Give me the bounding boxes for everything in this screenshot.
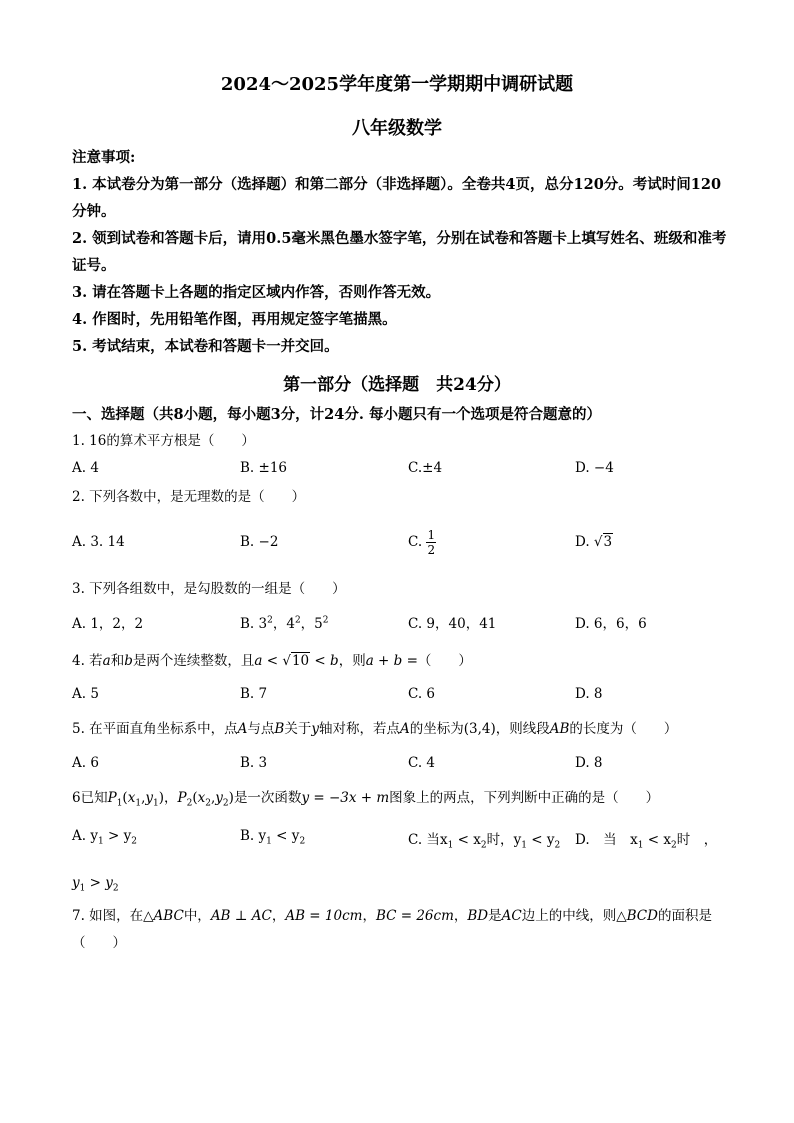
q2-option-b: B. −2: [240, 534, 279, 550]
q5-option-b: B. 3: [240, 755, 268, 771]
q3-option-c: C. 9，40，41: [408, 616, 497, 632]
part1-title: 第一部分（选择题 共24分）: [283, 375, 511, 395]
question-5-stem: 5. 在平面直角坐标系中，点A与点B关于y轴对称，若点A的坐标为(3,4)，则线段AB的长度为（ ）: [72, 721, 678, 737]
q2-option-d: D. √3: [575, 534, 613, 550]
q6-option-c: C. 当$x_1 < x_2$时，$y_1 < y_2$: [408, 832, 561, 851]
q4-option-c: C. 6: [408, 686, 436, 702]
q4-option-d: D. 8: [575, 686, 603, 702]
q6-option-a: A. $y_1 > y_2$: [72, 828, 137, 847]
q3-option-d: D. 6，6，6: [575, 616, 647, 632]
q2-option-a: A. 3. 14: [72, 534, 125, 550]
q1-option-a: A. 4: [72, 460, 99, 476]
q3-option-a: A. 1，2，2: [72, 616, 144, 632]
q5-option-d: D. 8: [575, 755, 603, 771]
q4-option-a: A. 5: [72, 686, 99, 702]
question-4-options: [72, 686, 732, 710]
q6-option-d: D. 当 $x_1 < x_2$时 ，: [575, 832, 718, 851]
question-7-stem: 7. 如图，在△ABC中，AB ⊥ AC，AB = 10cm，BC = 26cm，BD是AC边上的中线，则△BCD的面积是（ ）: [72, 908, 712, 951]
q1-option-b: B. ±16: [240, 460, 287, 476]
question-2-options: [72, 528, 732, 560]
q5-option-c: C. 4: [408, 755, 436, 771]
q1-option-c: C.±4: [408, 460, 443, 476]
notice-block: [72, 144, 727, 360]
section-heading: 一、选择题（共8小题，每小题3分，计24分. 每小题只有一个选项是符合题意的）: [72, 406, 601, 423]
notice-heading: 注意事项:: [72, 149, 136, 166]
question-4-stem: 4. 若a和b是两个连续整数，且a < √10 < b，则a + b =（ ）: [72, 653, 472, 669]
question-5-options: [72, 755, 732, 779]
question-6-stem: 6已知$P_1(x_1,y_1)$，$P_2(x_2,y_2)$是一次函数y = −3x + m图象上的两点，下列判断中正确的是（ ）: [72, 790, 660, 809]
question-6-options: [72, 828, 732, 852]
q6-option-b: B. $y_1 < y_2$: [240, 828, 306, 847]
q3-option-b: B. $3^2$，$4^2$，$5^2$: [240, 615, 329, 632]
exam-subtitle: 八年级数学: [352, 118, 442, 139]
question-3-stem: 3. 下列各组数中，是勾股数的一组是（ ）: [72, 581, 346, 597]
q4-option-b: B. 7: [240, 686, 268, 702]
q5-option-a: A. 6: [72, 755, 99, 771]
q2-fraction: $\frac{1}{2}$: [427, 528, 436, 557]
notice-item-2: 2. 领到试卷和答题卡后，请用0.5毫米黑色墨水签字笔，分别在试卷和答题卡上填写姓名、班级和准考证号。: [72, 230, 727, 274]
q2-option-c: C. $\frac{1}{2}$: [408, 528, 436, 557]
q1-option-d: D. −4: [575, 460, 614, 476]
notice-item-5: 5. 考试结束，本试卷和答题卡一并交回。: [72, 338, 339, 355]
question-1-stem: 1. 16的算术平方根是（ ）: [72, 433, 255, 449]
notice-item-3: 3. 请在答题卡上各题的指定区域内作答，否则作答无效。: [72, 284, 441, 301]
notice-item-4: 4. 作图时，先用铅笔作图，再用规定签字笔描黑。: [72, 311, 397, 328]
question-3-options: [72, 612, 732, 636]
question-2-stem: 2. 下列各数中，是无理数的是（ ）: [72, 489, 306, 505]
q6-option-d-continued: $y_1 > y_2$: [72, 875, 119, 894]
exam-title: 2024～2025学年度第一学期期中调研试题: [220, 74, 574, 95]
notice-item-1: 1. 本试卷分为第一部分（选择题）和第二部分（非选择题）。全卷共4页，总分120分。考试时间120分钟。: [72, 176, 722, 220]
question-1-options: [72, 460, 732, 484]
